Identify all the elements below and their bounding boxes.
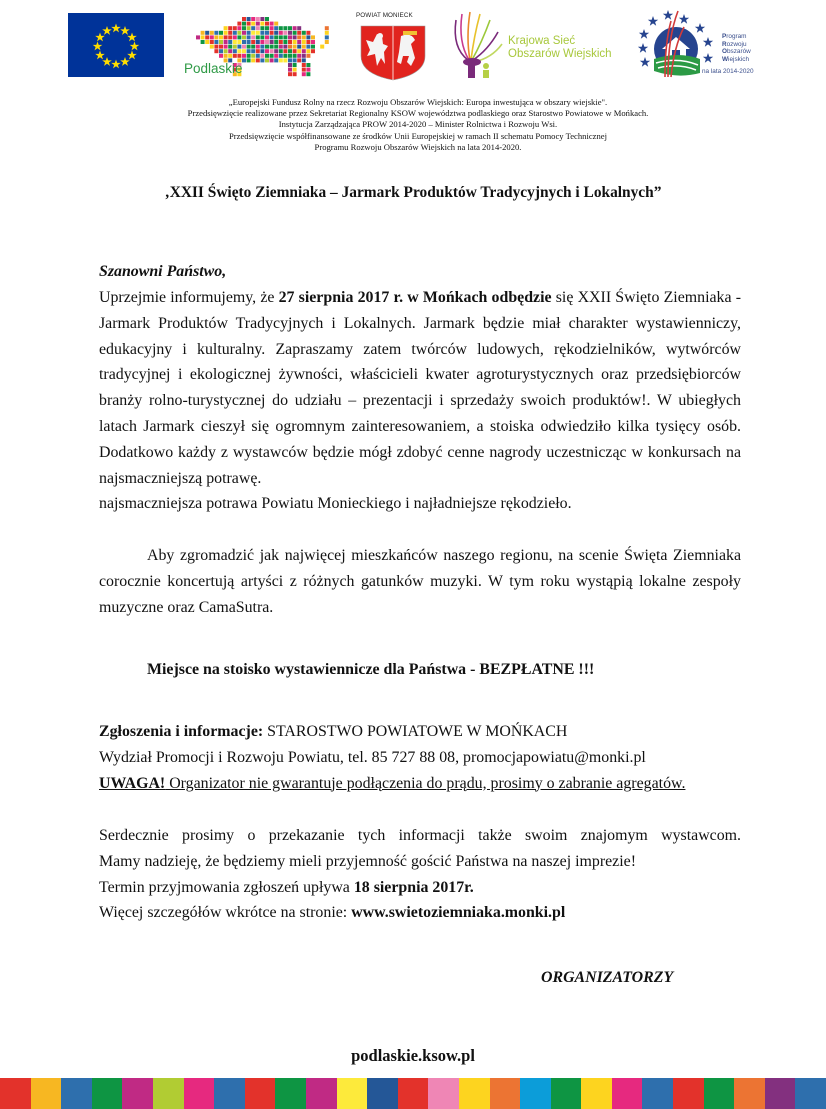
bison-mosaic-tile (214, 31, 218, 35)
bison-mosaic-tile (274, 26, 278, 30)
color-strip-cell (581, 1078, 612, 1109)
bison-mosaic-tile (251, 31, 255, 35)
bison-mosaic-tile (237, 26, 241, 30)
bison-mosaic-tile (256, 49, 260, 53)
bison-mosaic-tile (297, 49, 301, 53)
color-strip-cell (92, 1078, 123, 1109)
bison-mosaic-tile (242, 40, 246, 44)
bison-mosaic-tile (237, 49, 241, 53)
bison-mosaic-tile (270, 58, 274, 62)
greeting: Szanowni Państwo, (99, 263, 227, 280)
bison-mosaic-tile (210, 45, 214, 49)
bison-mosaic-tile (293, 58, 297, 62)
color-strip-cell (765, 1078, 796, 1109)
bison-mosaic-tile (306, 63, 310, 67)
bison-mosaic-tile (224, 49, 228, 53)
bison-mosaic-tile (302, 72, 306, 76)
bison-mosaic-tile (274, 58, 278, 62)
color-strip-cell (214, 1078, 245, 1109)
bison-mosaic-tile (279, 31, 283, 35)
color-strip-cell (642, 1078, 673, 1109)
bison-mosaic-tile (251, 17, 255, 21)
prow-logo-text: Program Rozwoju Obszarów Wiejskich (722, 33, 751, 64)
bison-mosaic-tile (214, 45, 218, 49)
color-strip-cell (122, 1078, 153, 1109)
color-strip-cell (306, 1078, 337, 1109)
bison-mosaic-tile (288, 58, 292, 62)
color-strip-cell (520, 1078, 551, 1109)
bison-mosaic-tile (311, 49, 315, 53)
contact-label: Zgłoszenia i informacje: (99, 723, 264, 740)
bison-mosaic-tile (237, 35, 241, 39)
powiat-logo-label: POWIAT MONIECK (356, 12, 413, 19)
bison-mosaic-tile (260, 26, 264, 30)
bison-mosaic-tile (293, 54, 297, 58)
bison-mosaic-tile (242, 22, 246, 26)
bison-mosaic-tile (297, 31, 301, 35)
prow-star-icon (638, 43, 648, 53)
bison-mosaic-tile (260, 22, 264, 26)
bison-mosaic-tile (219, 35, 223, 39)
bison-mosaic-tile (247, 40, 251, 44)
bison-mosaic-tile (274, 54, 278, 58)
website-link[interactable]: www.swietoziemniaka.monki.pl (351, 904, 566, 922)
bison-mosaic-tile (265, 49, 269, 53)
bison-mosaic-tile (288, 72, 292, 76)
bison-mosaic-tile (283, 31, 287, 35)
free-stand-note: Miejsce na stoisko wystawiennicze dla Państwa - BEZPŁATNE !!! (147, 661, 595, 678)
bison-mosaic-tile (233, 45, 237, 49)
bison-mosaic-tile (297, 26, 301, 30)
bison-mosaic-tile (306, 72, 310, 76)
bison-mosaic-tile (311, 35, 315, 39)
bison-mosaic-tile (233, 49, 237, 53)
bison-mosaic-tile (260, 54, 264, 58)
bison-mosaic-tile (297, 58, 301, 62)
bison-mosaic-tile (302, 35, 306, 39)
bison-mosaic-tile (279, 54, 283, 58)
bison-mosaic-tile (293, 49, 297, 53)
bison-mosaic-tile (274, 35, 278, 39)
bison-mosaic-tile (228, 35, 232, 39)
bison-mosaic-tile (219, 49, 223, 53)
closing-block (99, 823, 741, 926)
bison-mosaic-tile (205, 35, 209, 39)
footer-url[interactable]: podlaskie.ksow.pl (351, 1046, 475, 1065)
bison-mosaic-tile (242, 17, 246, 21)
bison-mosaic-tile (288, 68, 292, 72)
bison-mosaic-tile (219, 31, 223, 35)
bison-mosaic-tile (320, 45, 324, 49)
bison-mosaic-tile (233, 35, 237, 39)
bison-mosaic-tile (256, 54, 260, 58)
bison-mosaic-tile (270, 40, 274, 44)
bison-mosaic-tile (251, 35, 255, 39)
bison-mosaic-tile (306, 45, 310, 49)
ksow-line-2: Obszarów Wiejskich (508, 48, 612, 60)
bison-mosaic-tile (210, 31, 214, 35)
prow-star-icon (648, 16, 658, 26)
bison-mosaic-tile (237, 54, 241, 58)
eu-star-icon (95, 33, 105, 42)
bison-mosaic-tile (274, 22, 278, 26)
bison-mosaic-tile (210, 35, 214, 39)
bison-mosaic-tile (283, 40, 287, 44)
bison-mosaic-tile (297, 45, 301, 49)
bison-mosaic-tile (265, 26, 269, 30)
bison-mosaic-tile (265, 40, 269, 44)
bison-mosaic-tile (228, 54, 232, 58)
bison-mosaic-tile (325, 40, 329, 44)
color-strip-cell (0, 1078, 31, 1109)
bison-mosaic-tile (265, 22, 269, 26)
bison-mosaic-tile (247, 35, 251, 39)
bison-mosaic-tile (283, 58, 287, 62)
bison-mosaic-tile (265, 35, 269, 39)
powiat-coat-of-arms (353, 12, 433, 82)
color-strip-cell (31, 1078, 62, 1109)
bison-mosaic-tile (270, 26, 274, 30)
bison-mosaic-tile (242, 49, 246, 53)
bison-mosaic-tile (228, 49, 232, 53)
bison-mosaic-tile (306, 54, 310, 58)
bison-mosaic-tile (325, 26, 329, 30)
bison-mosaic-tile (283, 45, 287, 49)
bison-mosaic-tile (288, 35, 292, 39)
bison-mosaic-tile (265, 31, 269, 35)
warning-note: UWAGA! Organizator nie gwarantuje podłączenia do prądu, prosimy o zabranie agregatów. (99, 774, 686, 792)
contact-details: Wydział Promocji i Rozwoju Powiatu, tel. 85 727 88 08, promocjapowiatu@monki.pl (99, 748, 646, 766)
color-strip-cell (490, 1078, 521, 1109)
color-strip-cell (704, 1078, 735, 1109)
color-strip-cell (398, 1078, 429, 1109)
color-strip-cell (428, 1078, 459, 1109)
document-title: ‚XXII Święto Ziemniaka – Jarmark Produktów Tradycyjnych i Lokalnych” (164, 184, 662, 201)
bison-mosaic-tile (214, 40, 218, 44)
bison-mosaic-tile (219, 45, 223, 49)
bison-mosaic-tile (201, 40, 205, 44)
bison-mosaic-tile (288, 45, 292, 49)
bison-mosaic-tile (251, 49, 255, 53)
deadline-line: Termin przyjmowania zgłoszeń upływa 18 sierpnia 2017r. (99, 878, 474, 896)
bison-mosaic-tile (228, 26, 232, 30)
bison-mosaic-tile (274, 31, 278, 35)
website-line: Więcej szczegółów wkrótce na stronie: www.swietoziemniaka.monki.pl (99, 904, 566, 922)
bison-mosaic-tile (224, 40, 228, 44)
closing-line-1: Serdecznie prosimy o przekazanie tych informacji także swoim znajomym wystawcom. (99, 827, 741, 844)
bison-mosaic-tile (256, 58, 260, 62)
footer-color-strip (0, 1078, 826, 1109)
bison-mosaic-tile (242, 35, 246, 39)
bison-mosaic-tile (256, 45, 260, 49)
bison-mosaic-tile (237, 40, 241, 44)
closing-line-2: Mamy nadzieję, że będziemy mieli przyjemność gościć Państwa na naszej imprezie! (99, 852, 636, 870)
bison-mosaic-tile (260, 58, 264, 62)
bison-mosaic-tile (256, 31, 260, 35)
eu-star-icon (95, 51, 105, 60)
bison-mosaic-tile (270, 49, 274, 53)
bison-mosaic-tile (288, 63, 292, 67)
bison-mosaic-tile (260, 45, 264, 49)
bison-mosaic-tile (270, 54, 274, 58)
bison-mosaic-tile (205, 40, 209, 44)
eu-star-icon (102, 57, 112, 66)
eu-star-icon (127, 33, 137, 42)
color-strip-cell (275, 1078, 306, 1109)
color-strip-cell (459, 1078, 490, 1109)
bison-mosaic-tile (293, 72, 297, 76)
bison-mosaic-tile (256, 35, 260, 39)
bison-mosaic-tile (201, 31, 205, 35)
event-date-place: 27 sierpnia 2017 r. w Mońkach odbędzie (278, 289, 552, 306)
eu-star-icon (120, 26, 130, 35)
funding-line: Instytucja Zarządzająca PROW 2014-2020 – Minister Rolnictwa i Rozwoju Wsi. (278, 119, 558, 130)
bison-mosaic-tile (302, 58, 306, 62)
bison-mosaic-tile (256, 17, 260, 21)
bison-mosaic-tile (251, 45, 255, 49)
bison-mosaic-tile (237, 22, 241, 26)
bison-mosaic-tile (283, 35, 287, 39)
prow-star-icon (703, 53, 713, 63)
bison-mosaic-tile (265, 54, 269, 58)
invitation-paragraph: Uprzejmie informujemy, że 27 sierpnia 2017 r. w Mońkach odbędzie się XXII Święto Ziemniaka - Jarmark Produktów Tradycyjnych i Lokalnych. Jarmark będzie miał charakter wystawienniczy, edukacyjny i kulturalny. Zapraszamy zatem twórców ludowych, rękodzielników, wytwórców tradycyjnej i ekologicznej żywności, właścicieli kwater agroturystycznych oraz przedsiębiorców branży rolno-turystycznej do udziału – prezentacji i sprzedaży swoich produktów!. W ubiegłych latach Jarmark cieszył się ogromnym zainteresowaniem, a stoiska odwiedziło kilka tysięcy osób. Dodatkowo każdy z wystawców będzie mógł zdobyć cenne nagrody uczestnicząc w konkursach na najsmaczniejszą potrawę. najsmaczniejsza potrawa Powiatu Monieckiego i najładniejsze rękodzieło. (99, 289, 742, 513)
bison-mosaic-tile (293, 31, 297, 35)
color-strip-cell (551, 1078, 582, 1109)
bison-mosaic-tile (306, 49, 310, 53)
bison-mosaic-tile (274, 40, 278, 44)
color-strip-cell (61, 1078, 92, 1109)
bison-mosaic-tile (224, 26, 228, 30)
bison-mosaic-tile (302, 31, 306, 35)
bison-mosaic-tile (288, 49, 292, 53)
color-strip-cell (612, 1078, 643, 1109)
bison-mosaic-tile (279, 45, 283, 49)
contact-block (99, 719, 685, 796)
bison-mosaic-tile (242, 54, 246, 58)
bison-mosaic-tile (302, 40, 306, 44)
prow-star-icon (663, 10, 673, 20)
bison-mosaic-tile (260, 35, 264, 39)
bison-mosaic-tile (214, 49, 218, 53)
bison-mosaic-tile (311, 40, 315, 44)
bison-mosaic-tile (311, 45, 315, 49)
eu-star-icon (120, 57, 130, 66)
bison-mosaic-tile (293, 63, 297, 67)
color-strip-cell (795, 1078, 826, 1109)
bison-mosaic-tile (247, 54, 251, 58)
bison-mosaic-tile (279, 58, 283, 62)
bison-mosaic-tile (288, 31, 292, 35)
prow-star-icon (640, 57, 650, 67)
eu-stars-icon (68, 13, 164, 77)
bison-mosaic-tile (210, 40, 214, 44)
funding-line: „Europejski Fundusz Rolny na rzecz Rozwoju Obszarów Wiejskich: Europa inwestująca w obszary wiejskie". (228, 97, 608, 107)
bison-mosaic-tile (283, 49, 287, 53)
ksow-logo-text (508, 35, 612, 61)
bison-mosaic-tile (251, 54, 255, 58)
bison-mosaic-tile (265, 17, 269, 21)
bison-mosaic-tile (205, 31, 209, 35)
funding-line: Programu Rozwoju Obszarów Wiejskich na lata 2014-2020. (314, 141, 522, 152)
bison-mosaic-tile (288, 40, 292, 44)
bison-mosaic-tile (247, 49, 251, 53)
bison-mosaic-tile (260, 31, 264, 35)
bison-mosaic-tile (219, 54, 223, 58)
bison-mosaic-tile (196, 35, 200, 39)
bison-mosaic-tile (228, 40, 232, 44)
podlaskie-logo-label: Podlaskie (184, 61, 243, 76)
bison-mosaic-tile (219, 40, 223, 44)
eu-flag-icon (68, 13, 164, 77)
bison-mosaic-tile (288, 54, 292, 58)
funding-line: Przedsięwzięcie realizowane przez Sekretariat Regionalny KSOW województwa podlaskiego oraz Starostwo Powiatowe w Mońkach. (187, 108, 649, 119)
bison-mosaic-tile (228, 31, 232, 35)
bison-mosaic-tile (260, 49, 264, 53)
bison-mosaic-tile (242, 58, 246, 62)
deadline-date: 18 sierpnia 2017r. (353, 878, 474, 896)
bison-mosaic-tile (242, 26, 246, 30)
bison-mosaic-tile (306, 31, 310, 35)
bison-mosaic-tile (270, 22, 274, 26)
bison-mosaic-tile (283, 54, 287, 58)
color-strip-cell (153, 1078, 184, 1109)
bison-mosaic-tile (283, 26, 287, 30)
funding-line: Przedsięwzięcie współfinansowane ze środków Unii Europejskiej w ramach II schematu Pomocy Technicznej (229, 130, 607, 141)
bison-mosaic-tile (302, 49, 306, 53)
bison-mosaic-tile (279, 40, 283, 44)
bison-mosaic-tile (260, 17, 264, 21)
bison-mosaic-tile (302, 45, 306, 49)
bison-mosaic-tile (306, 40, 310, 44)
bison-mosaic-tile (270, 45, 274, 49)
bison-mosaic-tile (224, 31, 228, 35)
bison-mosaic-tile (265, 58, 269, 62)
bison-mosaic-tile (256, 22, 260, 26)
bison-mosaic-tile (247, 26, 251, 30)
bison-mosaic-tile (274, 45, 278, 49)
organizers-signature: ORGANIZATORZY (541, 969, 674, 986)
prow-star-icon (695, 23, 705, 33)
eu-star-icon (111, 60, 121, 69)
bison-mosaic-tile (279, 49, 283, 53)
bison-mosaic-tile (233, 40, 237, 44)
bison-mosaic-tile (297, 40, 301, 44)
bison-mosaic-tile (256, 26, 260, 30)
bison-mosaic-tile (214, 35, 218, 39)
bison-mosaic-tile (279, 26, 283, 30)
bison-mosaic-tile (306, 68, 310, 72)
bison-mosaic-tile (302, 68, 306, 72)
bison-mosaic-tile (279, 35, 283, 39)
bison-mosaic-tile (251, 58, 255, 62)
eu-star-icon (111, 24, 121, 33)
bison-mosaic-tile (242, 45, 246, 49)
bison-mosaic-tile (293, 40, 297, 44)
ksow-logo (448, 8, 506, 80)
bison-mosaic-tile (260, 40, 264, 44)
contact-org: STAROSTWO POWIATOWE W MOŃKACH (263, 723, 568, 740)
prow-star-icon (703, 37, 713, 47)
bison-mosaic-tile (270, 35, 274, 39)
bison-mosaic-tile (302, 63, 306, 67)
bison-mosaic-tile (247, 45, 251, 49)
eu-star-icon (127, 51, 137, 60)
bison-mosaic-tile (293, 26, 297, 30)
bison-mosaic-tile (297, 35, 301, 39)
bison-mosaic-tile (247, 58, 251, 62)
bison-mosaic-tile (265, 45, 269, 49)
eu-star-icon (93, 42, 103, 51)
prow-star-icon (679, 14, 689, 24)
bison-mosaic-tile (251, 22, 255, 26)
prow-star-icon (639, 29, 649, 39)
bison-mosaic-tile (302, 54, 306, 58)
funding-header (100, 97, 736, 153)
bison-mosaic-tile (247, 22, 251, 26)
music-paragraph: Aby zgromadzić jak najwięcej mieszkańców naszego regionu, na scenie Święta Ziemniaka corocznie koncertują artyści z różnych gatunków muzyki. W tym roku wystąpią lokalne zespoły muzyczne oraz CamaSutra. (99, 547, 741, 616)
prow-years: na lata 2014-2020 (702, 68, 754, 75)
bison-mosaic-tile (233, 26, 237, 30)
bison-mosaic-tile (242, 31, 246, 35)
color-strip-cell (245, 1078, 276, 1109)
bison-mosaic-tile (293, 68, 297, 72)
color-strip-cell (734, 1078, 765, 1109)
bison-mosaic-tile (256, 40, 260, 44)
bison-mosaic-tile (325, 31, 329, 35)
bison-mosaic-tile (293, 35, 297, 39)
bison-mosaic-tile (224, 45, 228, 49)
bison-mosaic-tile (247, 17, 251, 21)
eu-star-icon (102, 26, 112, 35)
bison-mosaic-tile (274, 49, 278, 53)
bison-mosaic-tile (201, 35, 205, 39)
bison-mosaic-tile (228, 45, 232, 49)
bison-mosaic-tile (270, 31, 274, 35)
bison-mosaic-tile (224, 54, 228, 58)
bison-mosaic-tile (251, 26, 255, 30)
bison-mosaic-tile (237, 31, 241, 35)
bison-mosaic-tile (325, 35, 329, 39)
bison-mosaic-tile (237, 45, 241, 49)
color-strip-cell (367, 1078, 398, 1109)
bison-mosaic-tile (251, 40, 255, 44)
bison-mosaic-tile (247, 31, 251, 35)
bison-mosaic-tile (288, 26, 292, 30)
color-strip-cell (337, 1078, 368, 1109)
color-strip-cell (673, 1078, 704, 1109)
bison-mosaic-tile (297, 54, 301, 58)
eu-star-icon (130, 42, 140, 51)
ksow-line-1: Krajowa Sieć (508, 35, 576, 47)
bison-mosaic-tile (293, 45, 297, 49)
bison-mosaic-tile (306, 35, 310, 39)
bison-mosaic-tile (224, 35, 228, 39)
color-strip-cell (184, 1078, 215, 1109)
bison-mosaic-tile (233, 54, 237, 58)
bison-mosaic-tile (233, 31, 237, 35)
